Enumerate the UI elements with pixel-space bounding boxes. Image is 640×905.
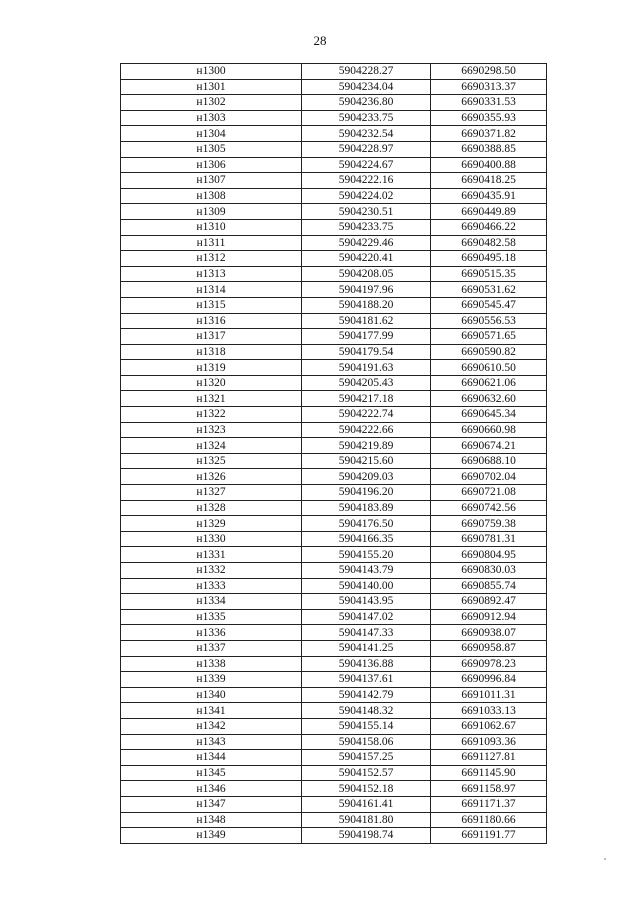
x-coordinate-cell: 5904141.25 bbox=[302, 640, 431, 656]
y-coordinate-cell: 6690781.31 bbox=[431, 531, 547, 547]
y-coordinate-cell: 6690912.94 bbox=[431, 609, 547, 625]
point-id-cell: н1344 bbox=[121, 750, 302, 766]
point-id-cell: н1343 bbox=[121, 734, 302, 750]
table-row bbox=[121, 672, 547, 688]
point-id-cell: н1307 bbox=[121, 173, 302, 189]
x-coordinate-cell: 5904136.88 bbox=[302, 656, 431, 672]
point-id-cell: н1332 bbox=[121, 563, 302, 579]
x-coordinate-cell: 5904143.95 bbox=[302, 594, 431, 610]
coordinates-table-body bbox=[121, 64, 547, 844]
table-row bbox=[121, 235, 547, 251]
y-coordinate-cell: 6690688.10 bbox=[431, 453, 547, 469]
table-row bbox=[121, 126, 547, 142]
x-coordinate-cell: 5904148.32 bbox=[302, 703, 431, 719]
y-coordinate-cell: 6691011.31 bbox=[431, 687, 547, 703]
page-number: 28 bbox=[313, 33, 327, 48]
x-coordinate-cell: 5904224.67 bbox=[302, 157, 431, 173]
point-id-cell: н1339 bbox=[121, 672, 302, 688]
point-id-cell: н1305 bbox=[121, 141, 302, 157]
point-id-cell: н1338 bbox=[121, 656, 302, 672]
table-row bbox=[121, 656, 547, 672]
point-id-cell: н1345 bbox=[121, 765, 302, 781]
table-row bbox=[121, 64, 547, 80]
point-id-cell: н1318 bbox=[121, 344, 302, 360]
y-coordinate-cell: 6691158.97 bbox=[431, 781, 547, 797]
table-row bbox=[121, 796, 547, 812]
point-id-cell: н1333 bbox=[121, 578, 302, 594]
point-id-cell: н1303 bbox=[121, 110, 302, 126]
table-row bbox=[121, 640, 547, 656]
y-coordinate-cell: 6691093.36 bbox=[431, 734, 547, 750]
x-coordinate-cell: 5904155.20 bbox=[302, 547, 431, 563]
table-row bbox=[121, 563, 547, 579]
x-coordinate-cell: 5904217.18 bbox=[302, 391, 431, 407]
y-coordinate-cell: 6690298.50 bbox=[431, 64, 547, 80]
x-coordinate-cell: 5904157.25 bbox=[302, 750, 431, 766]
table-row bbox=[121, 219, 547, 235]
x-coordinate-cell: 5904181.80 bbox=[302, 812, 431, 828]
y-coordinate-cell: 6690466.22 bbox=[431, 219, 547, 235]
point-id-cell: н1321 bbox=[121, 391, 302, 407]
y-coordinate-cell: 6691062.67 bbox=[431, 718, 547, 734]
table-row bbox=[121, 422, 547, 438]
point-id-cell: н1340 bbox=[121, 687, 302, 703]
table-row bbox=[121, 297, 547, 313]
y-coordinate-cell: 6691171.37 bbox=[431, 796, 547, 812]
point-id-cell: н1308 bbox=[121, 188, 302, 204]
x-coordinate-cell: 5904166.35 bbox=[302, 531, 431, 547]
point-id-cell: н1304 bbox=[121, 126, 302, 142]
x-coordinate-cell: 5904232.54 bbox=[302, 126, 431, 142]
point-id-cell: н1327 bbox=[121, 485, 302, 501]
y-coordinate-cell: 6690742.56 bbox=[431, 500, 547, 516]
table-row bbox=[121, 547, 547, 563]
table-row bbox=[121, 329, 547, 345]
point-id-cell: н1342 bbox=[121, 718, 302, 734]
point-id-cell: н1325 bbox=[121, 453, 302, 469]
table-row bbox=[121, 110, 547, 126]
x-coordinate-cell: 5904140.00 bbox=[302, 578, 431, 594]
point-id-cell: н1322 bbox=[121, 407, 302, 423]
table-row bbox=[121, 703, 547, 719]
x-coordinate-cell: 5904183.89 bbox=[302, 500, 431, 516]
point-id-cell: н1341 bbox=[121, 703, 302, 719]
x-coordinate-cell: 5904236.80 bbox=[302, 95, 431, 111]
table-row bbox=[121, 734, 547, 750]
point-id-cell: н1314 bbox=[121, 282, 302, 298]
x-coordinate-cell: 5904205.43 bbox=[302, 375, 431, 391]
table-row bbox=[121, 687, 547, 703]
table-row bbox=[121, 391, 547, 407]
point-id-cell: н1334 bbox=[121, 594, 302, 610]
y-coordinate-cell: 6690435.91 bbox=[431, 188, 547, 204]
x-coordinate-cell: 5904219.89 bbox=[302, 438, 431, 454]
y-coordinate-cell: 6690978.23 bbox=[431, 656, 547, 672]
y-coordinate-cell: 6690515.35 bbox=[431, 266, 547, 282]
x-coordinate-cell: 5904181.62 bbox=[302, 313, 431, 329]
y-coordinate-cell: 6690556.53 bbox=[431, 313, 547, 329]
y-coordinate-cell: 6690482.58 bbox=[431, 235, 547, 251]
point-id-cell: н1320 bbox=[121, 375, 302, 391]
x-coordinate-cell: 5904143.79 bbox=[302, 563, 431, 579]
y-coordinate-cell: 6690400.88 bbox=[431, 157, 547, 173]
table-row bbox=[121, 266, 547, 282]
x-coordinate-cell: 5904177.99 bbox=[302, 329, 431, 345]
x-coordinate-cell: 5904188.20 bbox=[302, 297, 431, 313]
point-id-cell: н1302 bbox=[121, 95, 302, 111]
table-row bbox=[121, 828, 547, 844]
point-id-cell: н1316 bbox=[121, 313, 302, 329]
y-coordinate-cell: 6690958.87 bbox=[431, 640, 547, 656]
y-coordinate-cell: 6690388.85 bbox=[431, 141, 547, 157]
y-coordinate-cell: 6690632.60 bbox=[431, 391, 547, 407]
point-id-cell: н1324 bbox=[121, 438, 302, 454]
table-row bbox=[121, 485, 547, 501]
table-row bbox=[121, 469, 547, 485]
x-coordinate-cell: 5904142.79 bbox=[302, 687, 431, 703]
table-row bbox=[121, 438, 547, 454]
y-coordinate-cell: 6690418.25 bbox=[431, 173, 547, 189]
x-coordinate-cell: 5904230.51 bbox=[302, 204, 431, 220]
y-coordinate-cell: 6690531.62 bbox=[431, 282, 547, 298]
y-coordinate-cell: 6690660.98 bbox=[431, 422, 547, 438]
table-row bbox=[121, 173, 547, 189]
y-coordinate-cell: 6690674.21 bbox=[431, 438, 547, 454]
x-coordinate-cell: 5904215.60 bbox=[302, 453, 431, 469]
y-coordinate-cell: 6690855.74 bbox=[431, 578, 547, 594]
y-coordinate-cell: 6691127.81 bbox=[431, 750, 547, 766]
y-coordinate-cell: 6690313.37 bbox=[431, 79, 547, 95]
x-coordinate-cell: 5904229.46 bbox=[302, 235, 431, 251]
x-coordinate-cell: 5904222.74 bbox=[302, 407, 431, 423]
y-coordinate-cell: 6690495.18 bbox=[431, 251, 547, 267]
point-id-cell: н1312 bbox=[121, 251, 302, 267]
table-row bbox=[121, 157, 547, 173]
point-id-cell: н1311 bbox=[121, 235, 302, 251]
x-coordinate-cell: 5904233.75 bbox=[302, 219, 431, 235]
y-coordinate-cell: 6690830.03 bbox=[431, 563, 547, 579]
x-coordinate-cell: 5904152.57 bbox=[302, 765, 431, 781]
x-coordinate-cell: 5904220.41 bbox=[302, 251, 431, 267]
y-coordinate-cell: 6690449.89 bbox=[431, 204, 547, 220]
x-coordinate-cell: 5904228.27 bbox=[302, 64, 431, 80]
x-coordinate-cell: 5904196.20 bbox=[302, 485, 431, 501]
table-row bbox=[121, 282, 547, 298]
table-row bbox=[121, 578, 547, 594]
table-row bbox=[121, 188, 547, 204]
point-id-cell: н1337 bbox=[121, 640, 302, 656]
table-row bbox=[121, 812, 547, 828]
x-coordinate-cell: 5904147.02 bbox=[302, 609, 431, 625]
table-row bbox=[121, 407, 547, 423]
y-coordinate-cell: 6691033.13 bbox=[431, 703, 547, 719]
point-id-cell: н1348 bbox=[121, 812, 302, 828]
point-id-cell: н1347 bbox=[121, 796, 302, 812]
y-coordinate-cell: 6690545.47 bbox=[431, 297, 547, 313]
x-coordinate-cell: 5904228.97 bbox=[302, 141, 431, 157]
y-coordinate-cell: 6690355.93 bbox=[431, 110, 547, 126]
table-row bbox=[121, 625, 547, 641]
point-id-cell: н1326 bbox=[121, 469, 302, 485]
point-id-cell: н1315 bbox=[121, 297, 302, 313]
coordinates-table bbox=[120, 63, 547, 844]
y-coordinate-cell: 6690645.34 bbox=[431, 407, 547, 423]
y-coordinate-cell: 6690804.95 bbox=[431, 547, 547, 563]
table-row bbox=[121, 141, 547, 157]
scan-speck bbox=[604, 858, 606, 860]
table-row bbox=[121, 251, 547, 267]
point-id-cell: н1335 bbox=[121, 609, 302, 625]
table-row bbox=[121, 360, 547, 376]
table-row bbox=[121, 500, 547, 516]
point-id-cell: н1329 bbox=[121, 516, 302, 532]
point-id-cell: н1336 bbox=[121, 625, 302, 641]
table-row bbox=[121, 781, 547, 797]
x-coordinate-cell: 5904158.06 bbox=[302, 734, 431, 750]
point-id-cell: н1310 bbox=[121, 219, 302, 235]
x-coordinate-cell: 5904161.41 bbox=[302, 796, 431, 812]
table-row bbox=[121, 531, 547, 547]
point-id-cell: н1300 bbox=[121, 64, 302, 80]
y-coordinate-cell: 6690610.50 bbox=[431, 360, 547, 376]
x-coordinate-cell: 5904197.96 bbox=[302, 282, 431, 298]
x-coordinate-cell: 5904147.33 bbox=[302, 625, 431, 641]
x-coordinate-cell: 5904222.66 bbox=[302, 422, 431, 438]
table-row bbox=[121, 718, 547, 734]
y-coordinate-cell: 6690590.82 bbox=[431, 344, 547, 360]
x-coordinate-cell: 5904234.04 bbox=[302, 79, 431, 95]
table-row bbox=[121, 750, 547, 766]
table-row bbox=[121, 453, 547, 469]
y-coordinate-cell: 6690938.07 bbox=[431, 625, 547, 641]
y-coordinate-cell: 6690621.06 bbox=[431, 375, 547, 391]
point-id-cell: н1313 bbox=[121, 266, 302, 282]
table-row bbox=[121, 204, 547, 220]
y-coordinate-cell: 6690996.84 bbox=[431, 672, 547, 688]
table-row bbox=[121, 79, 547, 95]
x-coordinate-cell: 5904191.63 bbox=[302, 360, 431, 376]
x-coordinate-cell: 5904208.05 bbox=[302, 266, 431, 282]
point-id-cell: н1323 bbox=[121, 422, 302, 438]
x-coordinate-cell: 5904179.54 bbox=[302, 344, 431, 360]
y-coordinate-cell: 6690331.53 bbox=[431, 95, 547, 111]
y-coordinate-cell: 6691191.77 bbox=[431, 828, 547, 844]
table-row bbox=[121, 95, 547, 111]
table-row bbox=[121, 609, 547, 625]
point-id-cell: н1330 bbox=[121, 531, 302, 547]
x-coordinate-cell: 5904233.75 bbox=[302, 110, 431, 126]
point-id-cell: н1319 bbox=[121, 360, 302, 376]
point-id-cell: н1331 bbox=[121, 547, 302, 563]
x-coordinate-cell: 5904198.74 bbox=[302, 828, 431, 844]
table-row bbox=[121, 313, 547, 329]
x-coordinate-cell: 5904209.03 bbox=[302, 469, 431, 485]
y-coordinate-cell: 6690759.38 bbox=[431, 516, 547, 532]
y-coordinate-cell: 6690371.82 bbox=[431, 126, 547, 142]
x-coordinate-cell: 5904222.16 bbox=[302, 173, 431, 189]
y-coordinate-cell: 6691145.90 bbox=[431, 765, 547, 781]
point-id-cell: н1317 bbox=[121, 329, 302, 345]
point-id-cell: н1346 bbox=[121, 781, 302, 797]
y-coordinate-cell: 6690702.04 bbox=[431, 469, 547, 485]
point-id-cell: н1309 bbox=[121, 204, 302, 220]
point-id-cell: н1306 bbox=[121, 157, 302, 173]
point-id-cell: н1349 bbox=[121, 828, 302, 844]
table-row bbox=[121, 344, 547, 360]
x-coordinate-cell: 5904176.50 bbox=[302, 516, 431, 532]
table-row bbox=[121, 375, 547, 391]
point-id-cell: н1328 bbox=[121, 500, 302, 516]
y-coordinate-cell: 6690892.47 bbox=[431, 594, 547, 610]
x-coordinate-cell: 5904224.02 bbox=[302, 188, 431, 204]
y-coordinate-cell: 6690571.65 bbox=[431, 329, 547, 345]
y-coordinate-cell: 6691180.66 bbox=[431, 812, 547, 828]
table-row bbox=[121, 765, 547, 781]
x-coordinate-cell: 5904152.18 bbox=[302, 781, 431, 797]
point-id-cell: н1301 bbox=[121, 79, 302, 95]
y-coordinate-cell: 6690721.08 bbox=[431, 485, 547, 501]
table-row bbox=[121, 516, 547, 532]
x-coordinate-cell: 5904155.14 bbox=[302, 718, 431, 734]
table-row bbox=[121, 594, 547, 610]
x-coordinate-cell: 5904137.61 bbox=[302, 672, 431, 688]
